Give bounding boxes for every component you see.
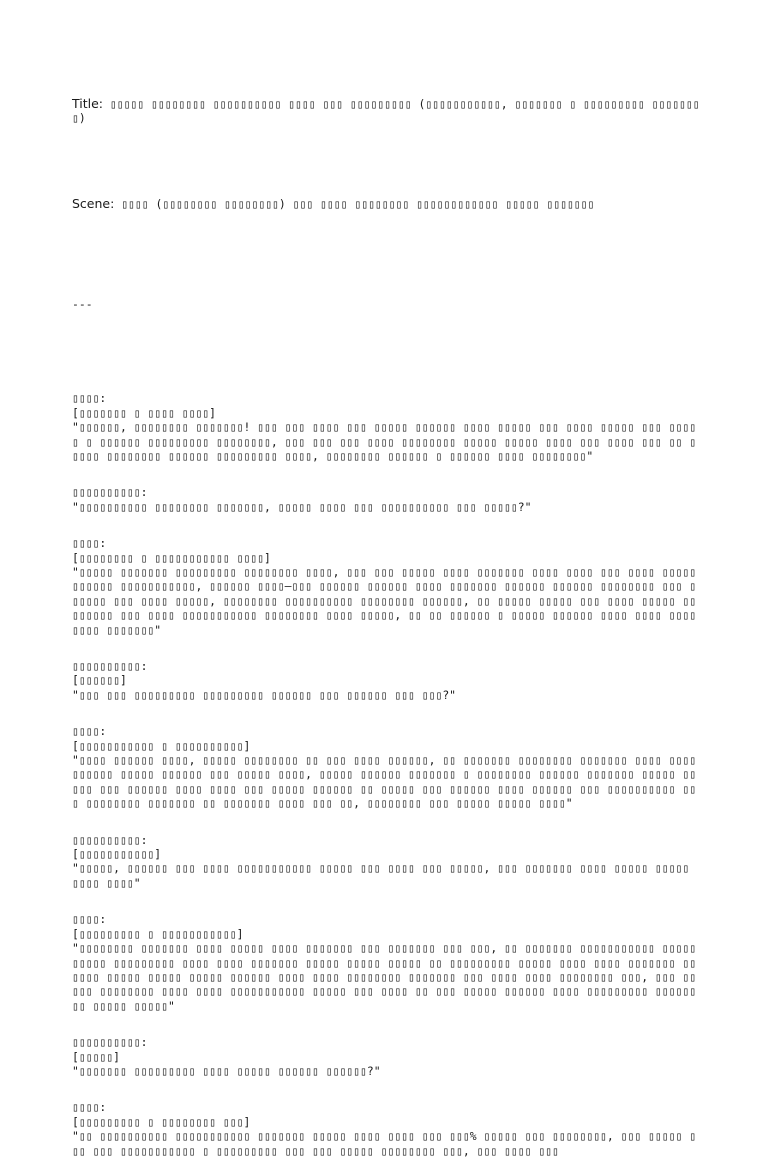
title-line	[72, 97, 702, 126]
speaker-name: ▯▯▯▯▯▯▯▯▯▯:	[72, 832, 148, 847]
dialogue-text: "▯▯▯▯▯▯▯▯ ▯▯▯▯▯▯▯ ▯▯▯▯ ▯▯▯▯▯ ▯▯▯▯ ▯▯▯▯▯▯▯ ▯▯▯ ▯▯▯▯▯▯▯ ▯▯▯ ▯▯▯, ▯▯ ▯▯▯▯▯▯▯ ▯▯▯▯▯▯▯▯▯▯▯ ▯▯▯▯▯▯▯▯▯▯ ▯▯▯▯▯▯▯▯▯ ▯▯▯▯ ▯▯▯▯ ▯▯▯▯▯▯▯ ▯▯▯▯▯ ▯▯▯▯▯ ▯▯▯▯▯ ▯▯ ▯▯▯▯▯▯▯▯▯ ▯▯▯▯▯ ▯▯▯▯ ▯▯▯▯ ▯▯▯▯▯▯▯ ▯▯▯▯▯▯ ▯▯▯▯▯ ▯▯▯▯▯ ▯▯▯▯▯ ▯▯▯▯▯▯ ▯▯▯▯ ▯▯▯▯ ▯▯▯▯▯▯▯▯ ▯▯▯▯▯▯▯ ▯▯▯ ▯▯▯▯ ▯▯▯▯ ▯▯▯▯▯▯▯▯ ▯▯▯, ▯▯▯ ▯▯▯▯▯ ▯▯▯▯▯▯▯▯ ▯▯▯▯ ▯▯▯▯ ▯▯▯▯▯▯▯▯▯▯▯ ▯▯▯▯▯ ▯▯▯ ▯▯▯▯ ▯▯ ▯▯▯ ▯▯▯▯▯ ▯▯▯▯▯▯ ▯▯▯▯ ▯▯▯▯▯▯▯▯▯ ▯▯▯▯▯▯▯▯ ▯▯▯▯▯ ▯▯▯▯▯"	[72, 941, 697, 1013]
dialogue-text: "▯▯ ▯▯▯▯▯▯▯▯▯▯ ▯▯▯▯▯▯▯▯▯▯▯ ▯▯▯▯▯▯▯ ▯▯▯▯▯ ▯▯▯▯ ▯▯▯▯ ▯▯▯ ▯▯▯% ▯▯▯▯▯ ▯▯▯ ▯▯▯▯▯▯▯▯, ▯▯▯ ▯▯▯▯▯ ▯▯▯ ▯▯▯ ▯▯▯▯▯▯▯▯▯▯▯ ▯ ▯▯▯▯▯▯▯▯▯ ▯▯▯ ▯▯▯ ▯▯▯▯▯ ▯▯▯▯▯▯▯▯ ▯▯▯, ▯▯▯ ▯▯▯▯ ▯▯▯	[72, 1129, 697, 1158]
scene-label: Scene:	[72, 196, 115, 212]
stage-direction: [▯▯▯▯▯▯▯▯▯ ▯ ▯▯▯▯▯▯▯▯ ▯▯▯]	[72, 1114, 251, 1129]
dialogue-block	[72, 536, 702, 637]
dialogue-block	[72, 724, 702, 810]
stage-direction: [▯▯▯▯▯▯▯▯▯ ▯ ▯▯▯▯▯▯▯▯▯▯▯]	[72, 926, 244, 941]
speaker-name: ▯▯▯▯:	[72, 1100, 107, 1115]
title-label: Title:	[72, 95, 103, 111]
stage-direction: [▯▯▯▯▯]	[72, 1049, 121, 1064]
dialogue-block	[72, 912, 702, 1013]
speaker-name: ▯▯▯▯:	[72, 912, 107, 927]
speaker-name: ▯▯▯▯:	[72, 536, 107, 551]
stage-direction: [▯▯▯▯▯▯▯▯ ▯ ▯▯▯▯▯▯▯▯▯▯▯ ▯▯▯▯]	[72, 550, 271, 565]
dialogue-blocks	[72, 391, 702, 1158]
dialogue-block	[72, 391, 702, 463]
speaker-name: ▯▯▯▯▯▯▯▯▯▯:	[72, 485, 148, 500]
speaker-name: ▯▯▯▯:	[72, 391, 107, 406]
stage-direction: [▯▯▯▯▯▯▯▯▯▯▯]	[72, 847, 162, 862]
stage-direction: [▯▯▯▯▯▯]	[72, 673, 127, 688]
separator: ---	[72, 297, 93, 312]
dialogue-text: "▯▯▯▯▯, ▯▯▯▯▯▯ ▯▯▯ ▯▯▯▯ ▯▯▯▯▯▯▯▯▯▯▯ ▯▯▯▯▯ ▯▯▯ ▯▯▯▯ ▯▯▯ ▯▯▯▯▯, ▯▯▯ ▯▯▯▯▯▯▯ ▯▯▯▯ ▯▯▯▯▯ ▯▯▯▯▯ ▯▯▯▯ ▯▯▯▯"	[72, 861, 697, 890]
dialogue-text: "▯▯▯▯▯ ▯▯▯▯▯▯▯ ▯▯▯▯▯▯▯▯▯ ▯▯▯▯▯▯▯▯ ▯▯▯▯, ▯▯▯ ▯▯▯ ▯▯▯▯▯ ▯▯▯▯ ▯▯▯▯▯▯▯ ▯▯▯▯ ▯▯▯▯ ▯▯▯ ▯▯▯▯ ▯▯▯▯▯▯▯▯▯▯▯ ▯▯▯▯▯▯▯▯▯▯▯, ▯▯▯▯▯▯ ▯▯▯▯—▯▯▯ ▯▯▯▯▯▯ ▯▯▯▯▯▯ ▯▯▯▯ ▯▯▯▯▯▯▯ ▯▯▯▯▯▯ ▯▯▯▯▯▯ ▯▯▯▯▯▯▯▯ ▯▯▯ ▯▯▯▯▯▯ ▯▯▯ ▯▯▯▯ ▯▯▯▯▯, ▯▯▯▯▯▯▯▯ ▯▯▯▯▯▯▯▯▯▯ ▯▯▯▯▯▯▯▯ ▯▯▯▯▯▯, ▯▯ ▯▯▯▯▯ ▯▯▯▯▯ ▯▯▯ ▯▯▯▯ ▯▯▯▯▯ ▯▯▯▯▯▯▯▯ ▯▯▯ ▯▯▯▯ ▯▯▯▯▯▯▯▯▯▯▯ ▯▯▯▯▯▯▯▯ ▯▯▯▯ ▯▯▯▯▯, ▯▯ ▯▯ ▯▯▯▯▯▯ ▯ ▯▯▯▯▯ ▯▯▯▯▯▯ ▯▯▯▯ ▯▯▯▯ ▯▯▯▯▯▯▯▯ ▯▯▯▯▯▯▯"	[72, 564, 697, 637]
dialogue-block	[72, 659, 702, 702]
dialogue-text: "▯▯▯▯ ▯▯▯▯▯▯ ▯▯▯▯, ▯▯▯▯▯ ▯▯▯▯▯▯▯▯ ▯▯ ▯▯▯ ▯▯▯▯ ▯▯▯▯▯▯, ▯▯ ▯▯▯▯▯▯▯ ▯▯▯▯▯▯▯▯ ▯▯▯▯▯▯▯ ▯▯▯▯ ▯▯▯▯ ▯▯▯▯▯▯ ▯▯▯▯▯ ▯▯▯▯▯▯ ▯▯▯ ▯▯▯▯▯ ▯▯▯▯, ▯▯▯▯▯ ▯▯▯▯▯▯ ▯▯▯▯▯▯▯ ▯ ▯▯▯▯▯▯▯▯ ▯▯▯▯▯▯ ▯▯▯▯▯▯▯ ▯▯▯▯▯ ▯▯▯▯▯ ▯▯▯ ▯▯▯▯▯▯ ▯▯▯▯ ▯▯▯▯ ▯▯▯ ▯▯▯▯▯ ▯▯▯▯▯▯ ▯▯ ▯▯▯▯▯ ▯▯▯ ▯▯▯▯▯▯ ▯▯▯▯ ▯▯▯▯▯▯ ▯▯▯ ▯▯▯▯▯▯▯▯▯▯ ▯▯▯ ▯▯▯▯▯▯▯▯ ▯▯▯▯▯▯▯ ▯▯ ▯▯▯▯▯▯▯ ▯▯▯▯ ▯▯▯ ▯▯, ▯▯▯▯▯▯▯▯ ▯▯▯ ▯▯▯▯▯ ▯▯▯▯▯ ▯▯▯▯"	[72, 753, 703, 811]
dialogue-block	[72, 485, 702, 514]
speaker-name: ▯▯▯▯▯▯▯▯▯▯:	[72, 1035, 148, 1050]
dialogue-block	[72, 1035, 702, 1078]
speaker-name: ▯▯▯▯:	[72, 724, 107, 739]
speaker-name: ▯▯▯▯▯▯▯▯▯▯:	[72, 659, 148, 673]
scene-line	[72, 197, 702, 211]
dialogue-text: "▯▯▯▯▯▯, ▯▯▯▯▯▯▯▯ ▯▯▯▯▯▯▯! ▯▯▯ ▯▯▯ ▯▯▯▯ ▯▯▯ ▯▯▯▯▯ ▯▯▯▯▯▯ ▯▯▯▯ ▯▯▯▯▯ ▯▯▯ ▯▯▯▯ ▯▯▯▯▯ ▯▯▯ ▯▯▯▯▯ ▯ ▯▯▯▯▯▯ ▯▯▯▯▯▯▯▯▯ ▯▯▯▯▯▯▯▯, ▯▯▯ ▯▯▯ ▯▯▯ ▯▯▯▯ ▯▯▯▯▯▯▯▯ ▯▯▯▯▯ ▯▯▯▯▯ ▯▯▯▯ ▯▯▯ ▯▯▯▯ ▯▯▯ ▯▯ ▯▯▯▯▯ ▯▯▯▯▯▯▯▯ ▯▯▯▯▯▯ ▯▯▯▯▯▯▯▯▯ ▯▯▯▯, ▯▯▯▯▯▯▯▯ ▯▯▯▯▯▯ ▯ ▯▯▯▯▯▯ ▯▯▯▯ ▯▯▯▯▯▯▯▯"	[72, 420, 697, 463]
dialogue-text: "▯▯▯ ▯▯▯ ▯▯▯▯▯▯▯▯▯ ▯▯▯▯▯▯▯▯▯ ▯▯▯▯▯▯ ▯▯▯ ▯▯▯▯▯▯ ▯▯▯ ▯▯▯?"	[72, 687, 457, 702]
stage-direction: [▯▯▯▯▯▯▯▯▯▯▯ ▯ ▯▯▯▯▯▯▯▯▯▯]	[72, 738, 251, 753]
dialogue-block	[72, 1100, 702, 1158]
scene-text: ▯▯▯▯ (▯▯▯▯▯▯▯▯ ▯▯▯▯▯▯▯▯) ▯▯▯ ▯▯▯▯ ▯▯▯▯▯▯▯▯ ▯▯▯▯▯▯▯▯▯▯▯▯ ▯▯▯▯▯ ▯▯▯▯▯▯▯	[121, 197, 595, 212]
dialogue-text: "▯▯▯▯▯▯▯ ▯▯▯▯▯▯▯▯▯ ▯▯▯▯ ▯▯▯▯▯ ▯▯▯▯▯▯ ▯▯▯▯▯▯?"	[72, 1063, 381, 1078]
script-document	[72, 68, 702, 1172]
stage-direction: [▯▯▯▯▯▯▯ ▯ ▯▯▯▯ ▯▯▯▯]	[72, 405, 217, 420]
dialogue-text: "▯▯▯▯▯▯▯▯▯▯ ▯▯▯▯▯▯▯▯ ▯▯▯▯▯▯▯, ▯▯▯▯▯ ▯▯▯▯ ▯▯▯ ▯▯▯▯▯▯▯▯▯▯ ▯▯▯ ▯▯▯▯▯?"	[72, 499, 532, 514]
dialogue-block	[72, 833, 702, 891]
title-text: ▯▯▯▯▯ ▯▯▯▯▯▯▯▯ ▯▯▯▯▯▯▯▯▯▯ ▯▯▯▯ ▯▯▯ ▯▯▯▯▯▯▯▯▯ (▯▯▯▯▯▯▯▯▯▯▯, ▯▯▯▯▯▯▯ ▯ ▯▯▯▯▯▯▯▯▯ ▯▯▯▯▯▯▯▯)	[72, 96, 700, 126]
